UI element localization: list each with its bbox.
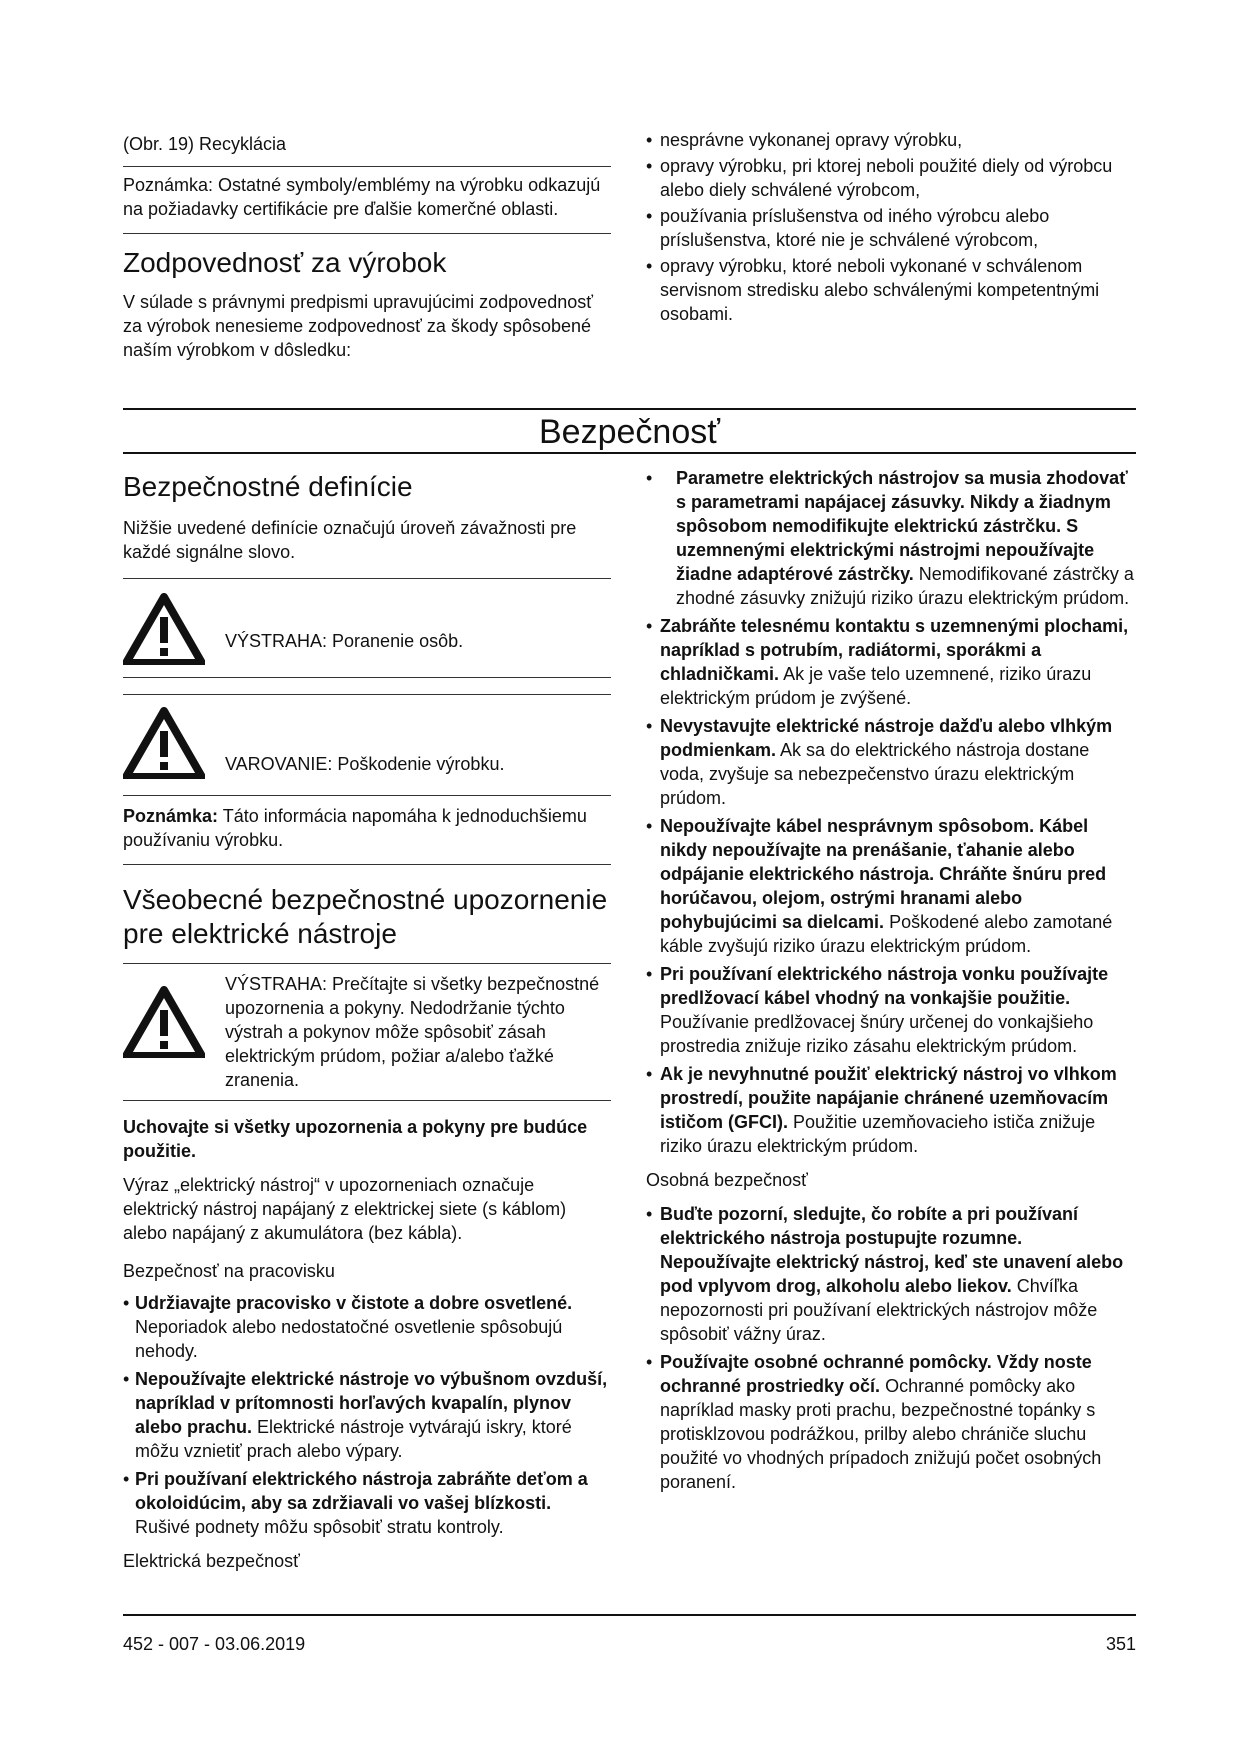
list-item: • Buďte pozorní, sledujte, čo robíte a pri používaní elektrického nástroja postupujte rozumne. Nepoužívajte elektrický nástroj, keď ste unavení alebo pod vplyvom drog, alkoholu alebo liekov. Chvíľka nepozornosti pri používaní elektrických nástrojov môže spôsobiť vážny úraz.: [646, 1204, 1124, 1344]
list-item: • Používajte osobné ochranné pomôcky. Vždy noste ochranné prostriedky očí. Ochranné pomôcky ako napríklad masky proti prachu, bezpečnostné topánky s protisklzovou podrážkou, prilby alebo chrániče sluchu použité vo vhodných prípadoch znižujú počet osobných poranení.: [646, 1352, 1102, 1492]
warning-triangle-icon: [123, 707, 205, 779]
right-main-column: [646, 466, 1136, 1494]
warning-text: VÝSTRAHA: Poranenie osôb.: [225, 631, 464, 651]
list-item: • Nevystavujte elektrické nástroje dažďu alebo vlhkým podmienkam. Ak sa do elektrického nástroja dostane voda, zvyšuje sa nebezpečenstvo úrazu elektrickým prúdom.: [646, 716, 1113, 808]
definitions-text: Nižšie uvedené definície označujú úroveň závažnosti pre každé signálne slovo.: [123, 518, 577, 562]
liability-text: V súlade s právnymi predpismi upravujúcimi zodpovednosť za výrobok nenesieme zodpovednosť za škody spôsobené naším výrobkom v dôsledku:: [123, 292, 593, 360]
footer-rule: [123, 1614, 1136, 1616]
list-item: • Pri používaní elektrického nástroja zabráňte deťom a okoloidúcim, aby sa zdržiavali vo vašej blízkosti. Rušivé podnety môžu spôsobiť stratu kontroly.: [123, 1469, 588, 1537]
list-item: • Nepoužívajte elektrické nástroje vo výbušnom ovzduší, napríklad v prítomnosti horľavých kvapalín, plynov alebo prachu. Elektrické nástroje vytvárajú iskry, ktoré môžu vznietiť prach alebo výpary.: [123, 1369, 608, 1461]
list-item: • Zabráňte telesnému kontaktu s uzemnenými plochami, napríklad s potrubím, radiátormi, sporákmi a chladničkami. Ak je vaše telo uzemnené, riziko úrazu elektrickým prúdom je zvýšené.: [646, 616, 1129, 708]
note-label: Poznámka:: [123, 806, 219, 826]
keep-instructions: Uchovajte si všetky upozornenia a pokyny pre budúce použitie.: [123, 1117, 588, 1161]
section-title: Bezpečnosť: [539, 413, 720, 451]
warning-text: VÝSTRAHA: Prečítajte si všetky bezpečnostné upozornenia a pokyny. Nedodržanie týchto výstrah a pokynov môže spôsobiť zásah elektrickým prúdom, požiar a/alebo ťažké zranenia.: [225, 974, 600, 1090]
caution-text: VAROVANIE: Poškodenie výrobku.: [225, 754, 505, 774]
workplace-heading: Bezpečnosť na pracovisku: [123, 1261, 335, 1281]
list-item: • Nepoužívajte kábel nesprávnym spôsobom. Kábel nikdy nepoužívajte na prenášanie, ťahanie alebo odpájanie elektrického nástroja. Chráňte šnúru pred horúčavou, olejom, ostrými hranami alebo pohybujúcimi sa dielcami. Poškodené alebo zamotané káble zvyšujú riziko úrazu elektrickým prúdom.: [646, 816, 1113, 956]
list-item: • Pri používaní elektrického nástroja vonku používajte predlžovací kábel vhodný na vonkajšie použitie. Používanie predlžovacej šnúry určenej do vonkajšieho prostredia znižuje riziko zásahu elektrickým prúdom.: [646, 964, 1109, 1056]
page-number: 351: [1105, 1634, 1136, 1654]
warning-triangle-icon: [123, 593, 205, 665]
list-item: • opravy výrobku, pri ktorej neboli použité diely od výrobcu alebo diely schválené výrobcom,: [646, 156, 1113, 200]
warning-row: [123, 593, 611, 665]
top-left-column: [123, 132, 611, 362]
term-definition: Výraz „elektrický nástroj“ v upozorneniach označuje elektrický nástroj napájaný z elektrickej siete (s káblom) alebo napájaný z akumulátora (bez kábla).: [123, 1175, 567, 1243]
electrical-heading: Elektrická bezpečnosť: [123, 1551, 300, 1571]
document-id: 452 - 007 - 03.06.2019: [123, 1634, 306, 1654]
personal-safety-heading: Osobná bezpečnosť: [646, 1170, 808, 1190]
note: [123, 173, 611, 221]
warning-row: [123, 972, 611, 1092]
top-right-column: [646, 128, 1136, 326]
list-item: • opravy výrobku, ktoré neboli vykonané v schválenom servisnom stredisku alebo schválenými kompetentnými osobami.: [646, 256, 1100, 324]
section-rule-top: [123, 408, 1136, 410]
definitions-heading: Bezpečnostné definície: [123, 471, 413, 502]
list-item: • Parametre elektrických nástrojov sa musia zhodovať s parametrami napájacej zásuvky. Nikdy a žiadnym spôsobom nemodifikujte elektrickú zástrčku. S uzemnenými elektrickými nástrojmi nepoužívajte žiadne adaptérové zástrčky. Nemodifikované zástrčky a zhodné zásuvky znižujú riziko úrazu elektrickým prúdom.: [646, 468, 1134, 608]
list-item: • Udržiavajte pracovisko v čistote a dobre osvetlené. Neporiadok alebo nedostatočné osvetlenie spôsobujú nehody.: [123, 1293, 573, 1361]
general-warnings-heading: Všeobecné bezpečnostné upozornenie pre elektrické nástroje: [123, 884, 608, 949]
list-item: • používania príslušenstva od iného výrobcu alebo príslušenstva, ktoré nie je schválené výrobcom,: [646, 206, 1050, 250]
caution-row: [123, 707, 611, 779]
note-text: Ostatné symboly/emblémy na výrobku odkazujú na požiadavky certifikácie pre ďalšie komerčné oblasti.: [123, 175, 601, 219]
warning-triangle-icon: [123, 986, 205, 1058]
left-main-column: [123, 470, 611, 1573]
list-item: • nesprávne vykonanej opravy výrobku,: [646, 130, 963, 150]
section-rule-bottom: [123, 452, 1136, 454]
note: [123, 804, 611, 852]
figure-caption: (Obr. 19) Recyklácia: [123, 134, 287, 154]
note-label: Poznámka:: [123, 175, 214, 195]
liability-heading: Zodpovednosť za výrobok: [123, 247, 447, 278]
list-item: • Ak je nevyhnutné použiť elektrický nástroj vo vlhkom prostredí, použite napájanie chránené uzemňovacím ističom (GFCI). Použitie uzemňovacieho ističa znižuje riziko úrazu elektrickým prúdom.: [646, 1064, 1117, 1156]
note-text: Táto informácia napomáha k jednoduchšiemu používaniu výrobku.: [123, 806, 587, 850]
